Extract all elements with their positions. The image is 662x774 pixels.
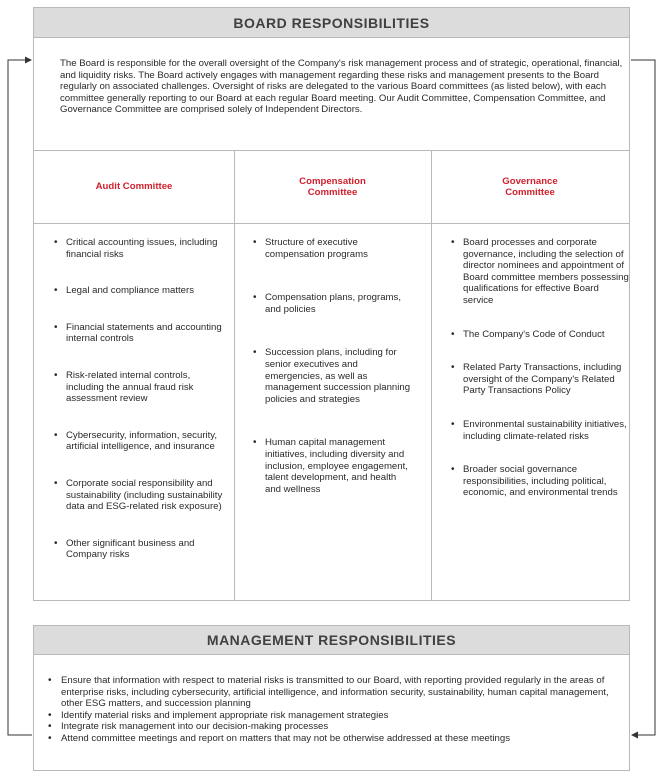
audit-committee-name: Audit Committee xyxy=(95,181,173,193)
governance-committee-name-line1: Governance xyxy=(502,175,558,187)
list-item: • Succession plans, including for senior executives and emergencies, as well as management succession planning policies and strategies xyxy=(253,347,413,405)
list-item: • Financial statements and accounting internal controls xyxy=(54,322,226,345)
list-item: • Board processes and corporate governance, including the selection of director nominees and appointment of Board committee members possessing qualifications for effective Board service xyxy=(451,237,629,307)
list-item: • Corporate social responsibility and sustainability (including sustainability data and ESG-related risk exposure) xyxy=(54,478,226,513)
right-connector xyxy=(631,60,655,735)
compensation-committee-list xyxy=(253,237,413,495)
left-arrowhead xyxy=(25,57,32,64)
right-arrowhead xyxy=(631,732,638,739)
board-title: BOARD RESPONSIBILITIES xyxy=(33,7,630,38)
list-item: • Legal and compliance matters xyxy=(54,285,226,297)
list-item: • Compensation plans, programs, and policies xyxy=(253,292,413,315)
left-connector xyxy=(8,60,32,735)
list-item: • Critical accounting issues, including financial risks xyxy=(54,237,226,260)
management-box xyxy=(33,655,630,771)
list-item: • Human capital management initiatives, including diversity and inclusion, employee engagement, talent development, and health and wellness xyxy=(253,437,413,495)
list-item: • Broader social governance responsibilities, including political, economic, and environmental trends xyxy=(451,464,629,499)
compensation-committee-name-line2: Committee xyxy=(307,187,358,198)
compensation-committee-name-line1: Compensation xyxy=(299,175,366,187)
committee-grid xyxy=(33,151,630,601)
list-item: • Integrate risk management into our decision-making processes xyxy=(48,721,618,733)
list-item: • Structure of executive compensation programs xyxy=(253,237,413,260)
management-list xyxy=(48,675,618,745)
audit-committee-list xyxy=(54,237,226,561)
list-item: • Attend committee meetings and report on matters that may not be otherwise addressed at these meetings xyxy=(48,733,618,745)
audit-committee-title xyxy=(34,151,234,223)
list-item: • Related Party Transactions, including oversight of the Company's Related Party Transactions Policy xyxy=(451,362,629,397)
governance-committee-list xyxy=(451,237,629,499)
list-item: • Identify material risks and implement appropriate risk management strategies xyxy=(48,710,618,722)
governance-committee-title xyxy=(431,151,629,223)
list-item: • The Company's Code of Conduct xyxy=(451,329,629,341)
list-item: • Cybersecurity, information, security, artificial intelligence, and insurance xyxy=(54,430,226,453)
management-title: MANAGEMENT RESPONSIBILITIES xyxy=(33,625,630,655)
board-description xyxy=(33,38,630,151)
list-item: • Ensure that information with respect to material risks is transmitted to our Board, with reporting provided regularly in the areas of enterprise risks, including cybersecurity, artificial intelligence, and information security, sustainability, human capital management, other ESG matters, and succession planning xyxy=(48,675,618,710)
board-description-text: The Board is responsible for the overall oversight of the Company's risk management process and of strategic, operational, financial, and liquidity risks. The Board actively engages with management regarding these risks and management presents to the Board regularly on associated challenges. Oversight of risks are delegated to the various Board committees (as listed below), with each committee generally reporting to our Board at each regular Board meeting. Our Audit Committee, Compensation Committee, and Governance Committee are comprised solely of Independent Directors. xyxy=(60,58,623,116)
list-item: • Risk-related internal controls, including the annual fraud risk assessment review xyxy=(54,370,226,405)
list-item: • Other significant business and Company risks xyxy=(54,538,226,561)
compensation-committee-title xyxy=(234,151,431,223)
governance-committee-name-line2: Committee xyxy=(505,187,555,198)
list-item: • Environmental sustainability initiatives, including climate-related risks xyxy=(451,419,629,442)
